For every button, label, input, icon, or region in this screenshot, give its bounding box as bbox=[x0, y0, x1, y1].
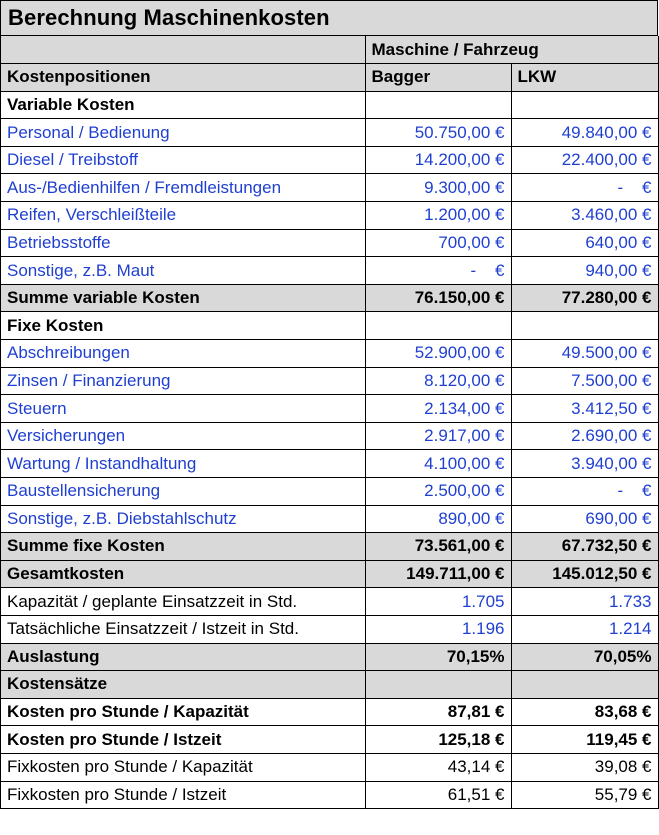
col-header-positions: Kostenpositionen bbox=[1, 64, 365, 92]
table-row bbox=[1, 229, 658, 257]
table-row bbox=[1, 450, 658, 478]
rate-bagger: 87,81 € bbox=[365, 698, 511, 726]
rate-label: Fixkosten pro Stunde / Kapazität bbox=[1, 753, 365, 781]
total-label: Gesamtkosten bbox=[1, 560, 365, 588]
actual-time-row bbox=[1, 615, 658, 643]
sum-row-fixed bbox=[1, 533, 658, 561]
bagger-value[interactable]: 2.134,00 € bbox=[365, 395, 511, 423]
rate-row bbox=[1, 726, 658, 754]
cost-table bbox=[1, 36, 659, 809]
rate-label: Fixkosten pro Stunde / Istzeit bbox=[1, 781, 365, 809]
sum-label: Summe fixe Kosten bbox=[1, 533, 365, 561]
table-row bbox=[1, 395, 658, 423]
lkw-value[interactable]: 22.400,00 € bbox=[511, 146, 658, 174]
machine-group-label: Maschine / Fahrzeug bbox=[365, 36, 658, 64]
actual-bagger[interactable]: 1.196 bbox=[365, 615, 511, 643]
bagger-value[interactable]: 50.750,00 € bbox=[365, 119, 511, 147]
row-label[interactable]: Versicherungen bbox=[1, 422, 365, 450]
empty-cell bbox=[365, 312, 511, 340]
rate-row bbox=[1, 753, 658, 781]
sum-bagger: 76.150,00 € bbox=[365, 284, 511, 312]
table-row bbox=[1, 340, 658, 368]
rate-lkw: 55,79 € bbox=[511, 781, 658, 809]
sum-row-variable bbox=[1, 284, 658, 312]
row-label[interactable]: Steuern bbox=[1, 395, 365, 423]
capacity-lkw[interactable]: 1.733 bbox=[511, 588, 658, 616]
empty-cell bbox=[511, 671, 658, 699]
rate-bagger: 61,51 € bbox=[365, 781, 511, 809]
section-row-fixed bbox=[1, 312, 658, 340]
lkw-value[interactable]: 2.690,00 € bbox=[511, 422, 658, 450]
capacity-bagger[interactable]: 1.705 bbox=[365, 588, 511, 616]
lkw-value[interactable]: 7.500,00 € bbox=[511, 367, 658, 395]
total-bagger: 149.711,00 € bbox=[365, 560, 511, 588]
table-row bbox=[1, 119, 658, 147]
sheet-title: Berechnung Maschinenkosten bbox=[8, 5, 330, 30]
rate-label: Kosten pro Stunde / Istzeit bbox=[1, 726, 365, 754]
section-row-rates bbox=[1, 671, 658, 699]
row-label[interactable]: Betriebsstoffe bbox=[1, 229, 365, 257]
bagger-value[interactable]: 52.900,00 € bbox=[365, 340, 511, 368]
lkw-value[interactable]: - € bbox=[511, 478, 658, 506]
rate-lkw: 83,68 € bbox=[511, 698, 658, 726]
bagger-value[interactable]: 1.200,00 € bbox=[365, 202, 511, 230]
col-header-lkw: LKW bbox=[511, 64, 658, 92]
lkw-value[interactable]: 690,00 € bbox=[511, 505, 658, 533]
bagger-value[interactable]: 4.100,00 € bbox=[365, 450, 511, 478]
lkw-value[interactable]: 3.460,00 € bbox=[511, 202, 658, 230]
capacity-label: Kapazität / geplante Einsatzzeit in Std. bbox=[1, 588, 365, 616]
table-row bbox=[1, 174, 658, 202]
capacity-row bbox=[1, 588, 658, 616]
table-row bbox=[1, 505, 658, 533]
empty-cell bbox=[365, 671, 511, 699]
empty-cell bbox=[511, 312, 658, 340]
utilization-row bbox=[1, 643, 658, 671]
actual-label: Tatsächliche Einsatzzeit / Istzeit in Std. bbox=[1, 615, 365, 643]
lkw-value[interactable]: 49.840,00 € bbox=[511, 119, 658, 147]
utilization-label: Auslastung bbox=[1, 643, 365, 671]
bagger-value[interactable]: 2.917,00 € bbox=[365, 422, 511, 450]
sum-bagger: 73.561,00 € bbox=[365, 533, 511, 561]
table-row bbox=[1, 257, 658, 285]
row-label[interactable]: Zinsen / Finanzierung bbox=[1, 367, 365, 395]
lkw-value[interactable]: 940,00 € bbox=[511, 257, 658, 285]
bagger-value[interactable]: 890,00 € bbox=[365, 505, 511, 533]
rate-lkw: 39,08 € bbox=[511, 753, 658, 781]
table-row bbox=[1, 367, 658, 395]
actual-lkw[interactable]: 1.214 bbox=[511, 615, 658, 643]
row-label[interactable]: Sonstige, z.B. Maut bbox=[1, 257, 365, 285]
rate-row bbox=[1, 698, 658, 726]
row-label[interactable]: Baustellensicherung bbox=[1, 478, 365, 506]
section-row-variable bbox=[1, 91, 658, 119]
total-row bbox=[1, 560, 658, 588]
bagger-value[interactable]: - € bbox=[365, 257, 511, 285]
bagger-value[interactable]: 700,00 € bbox=[365, 229, 511, 257]
row-label[interactable]: Abschreibungen bbox=[1, 340, 365, 368]
rate-bagger: 43,14 € bbox=[365, 753, 511, 781]
table-row bbox=[1, 422, 658, 450]
sum-lkw: 77.280,00 € bbox=[511, 284, 658, 312]
title-bar bbox=[1, 1, 658, 36]
lkw-value[interactable]: 3.412,50 € bbox=[511, 395, 658, 423]
lkw-value[interactable]: 640,00 € bbox=[511, 229, 658, 257]
empty-cell bbox=[511, 91, 658, 119]
bagger-value[interactable]: 9.300,00 € bbox=[365, 174, 511, 202]
lkw-value[interactable]: - € bbox=[511, 174, 658, 202]
sum-label: Summe variable Kosten bbox=[1, 284, 365, 312]
bagger-value[interactable]: 8.120,00 € bbox=[365, 367, 511, 395]
column-header-row bbox=[1, 64, 658, 92]
utilization-bagger: 70,15% bbox=[365, 643, 511, 671]
col-header-bagger: Bagger bbox=[365, 64, 511, 92]
empty-cell bbox=[365, 91, 511, 119]
row-label[interactable]: Sonstige, z.B. Diebstahlschutz bbox=[1, 505, 365, 533]
utilization-lkw: 70,05% bbox=[511, 643, 658, 671]
section-label: Variable Kosten bbox=[1, 91, 365, 119]
rate-label: Kosten pro Stunde / Kapazität bbox=[1, 698, 365, 726]
rate-row bbox=[1, 781, 658, 809]
table-row bbox=[1, 146, 658, 174]
rate-bagger: 125,18 € bbox=[365, 726, 511, 754]
rate-lkw: 119,45 € bbox=[511, 726, 658, 754]
sum-lkw: 67.732,50 € bbox=[511, 533, 658, 561]
row-label[interactable]: Personal / Bedienung bbox=[1, 119, 365, 147]
row-label[interactable]: Reifen, Verschleißteile bbox=[1, 202, 365, 230]
group-header-row bbox=[1, 36, 658, 64]
table-row bbox=[1, 202, 658, 230]
bagger-value[interactable]: 14.200,00 € bbox=[365, 146, 511, 174]
total-lkw: 145.012,50 € bbox=[511, 560, 658, 588]
section-label: Fixe Kosten bbox=[1, 312, 365, 340]
lkw-value[interactable]: 49.500,00 € bbox=[511, 340, 658, 368]
bagger-value[interactable]: 2.500,00 € bbox=[365, 478, 511, 506]
section-label: Kostensätze bbox=[1, 671, 365, 699]
lkw-value[interactable]: 3.940,00 € bbox=[511, 450, 658, 478]
row-label[interactable]: Aus-/Bedienhilfen / Fremdleistungen bbox=[1, 174, 365, 202]
row-label[interactable]: Wartung / Instandhaltung bbox=[1, 450, 365, 478]
table-row bbox=[1, 478, 658, 506]
row-label[interactable]: Diesel / Treibstoff bbox=[1, 146, 365, 174]
empty-cell bbox=[1, 36, 365, 64]
